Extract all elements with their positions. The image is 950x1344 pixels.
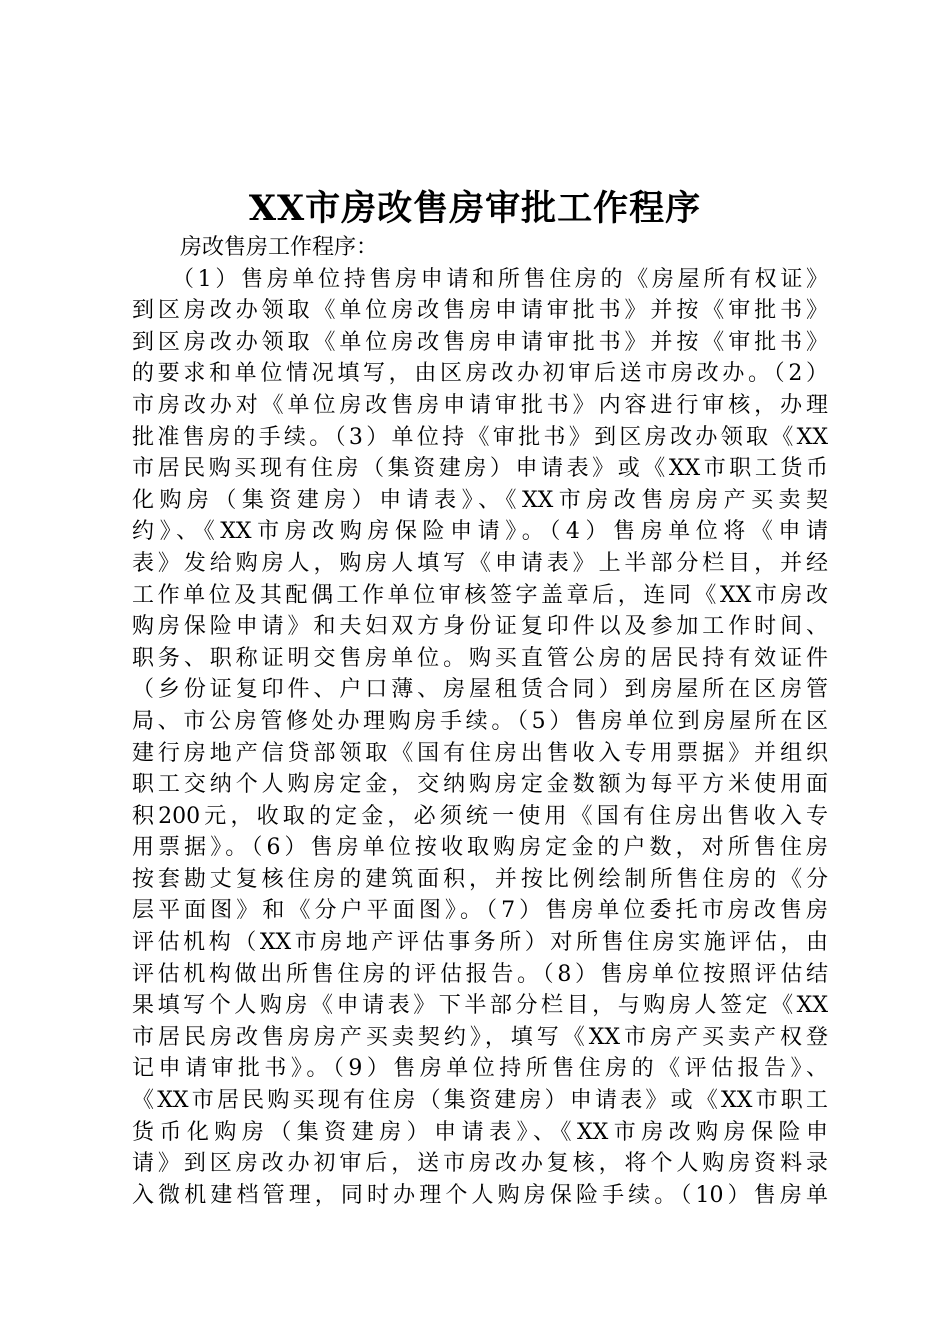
body-line: 积200元，收取的定金，必须统一使用《国有住房出售收入专 (132, 803, 828, 829)
body-line: 果填写个人购房《申请表》下半部分栏目，与购房人签定《XX (132, 993, 828, 1019)
body-line: 到区房改办领取《单位房改售房申请审批书》并按《审批书》 (132, 329, 828, 355)
body-line: 层平面图》和《分户平面图》。（7）售房单位委托市房改售房 (132, 898, 828, 924)
body-line: 市居民房改售房房产买卖契约》，填写《XX市房产买卖产权登 (132, 1024, 828, 1050)
body-line: 记申请审批书》。（9）售房单位持所售住房的《评估报告》、 (132, 1056, 828, 1082)
body-line: 建行房地产信贷部领取《国有住房出售收入专用票据》并组织 (132, 740, 828, 766)
body-line: 化购房（集资建房）申请表》、《XX市房改售房房产买卖契 (132, 487, 828, 513)
body-line: 局、市公房管修处办理购房手续。（5）售房单位到房屋所在区 (132, 708, 828, 734)
body-line: 请》到区房改办初审后，送市房改办复核，将个人购房资料录 (132, 1151, 828, 1177)
section-subheading: 房改售房工作程序： (180, 235, 379, 260)
body-line: 《XX市居民购买现有住房（集资建房）申请表》或《XX市职工 (132, 1088, 828, 1114)
body-line: 批准售房的手续。（3）单位持《审批书》到区房改办领取《XX (132, 424, 828, 450)
body-line: 工作单位及其配偶工作单位审核签字盖章后，连同《XX市房改 (132, 582, 828, 608)
body-line: 购房保险申请》和夫妇双方身份证复印件以及参加工作时间、 (132, 614, 828, 640)
page-title: XX市房改售房审批工作程序 (248, 188, 702, 229)
body-line: （1）售房单位持售房申请和所售住房的《房屋所有权证》 (172, 266, 828, 292)
body-line: 的要求和单位情况填写，由区房改办初审后送市房改办。（2） (132, 361, 828, 387)
body-line: 按套勘丈复核住房的建筑面积，并按比例绘制所售住房的《分 (132, 866, 828, 892)
body-line: 职务、职称证明交售房单位。购买直管公房的居民持有效证件 (132, 645, 828, 671)
body-line: 职工交纳个人购房定金，交纳购房定金数额为每平方米使用面 (132, 772, 828, 798)
body-line: 评估机构（XX市房地产评估事务所）对所售住房实施评估，由 (132, 930, 828, 956)
body-line: （乡份证复印件、户口薄、房屋租赁合同）到房屋所在区房管 (132, 677, 828, 703)
body-line: 表》发给购房人，购房人填写《申请表》上半部分栏目，并经 (132, 550, 828, 576)
body-line: 货币化购房（集资建房）申请表》、《XX市房改购房保险申 (132, 1119, 828, 1145)
body-line: 市居民购买现有住房（集资建房）申请表》或《XX市职工货币 (132, 456, 828, 482)
document-body (132, 232, 828, 1211)
body-line: 市房改办对《单位房改售房申请审批书》内容进行审核，办理 (132, 392, 828, 418)
body-line: 用票据》。（6）售房单位按收取购房定金的户数，对所售住房 (132, 835, 828, 861)
body-line: 到区房改办领取《单位房改售房申请审批书》并按《审批书》 (132, 298, 828, 324)
body-line: 评估机构做出所售住房的评估报告。（8）售房单位按照评估结 (132, 961, 828, 987)
body-line: 约》、《XX市房改购房保险申请》。（4）售房单位将《申请 (132, 519, 828, 545)
body-line: 入微机建档管理，同时办理个人购房保险手续。（10）售房单 (132, 1182, 828, 1208)
